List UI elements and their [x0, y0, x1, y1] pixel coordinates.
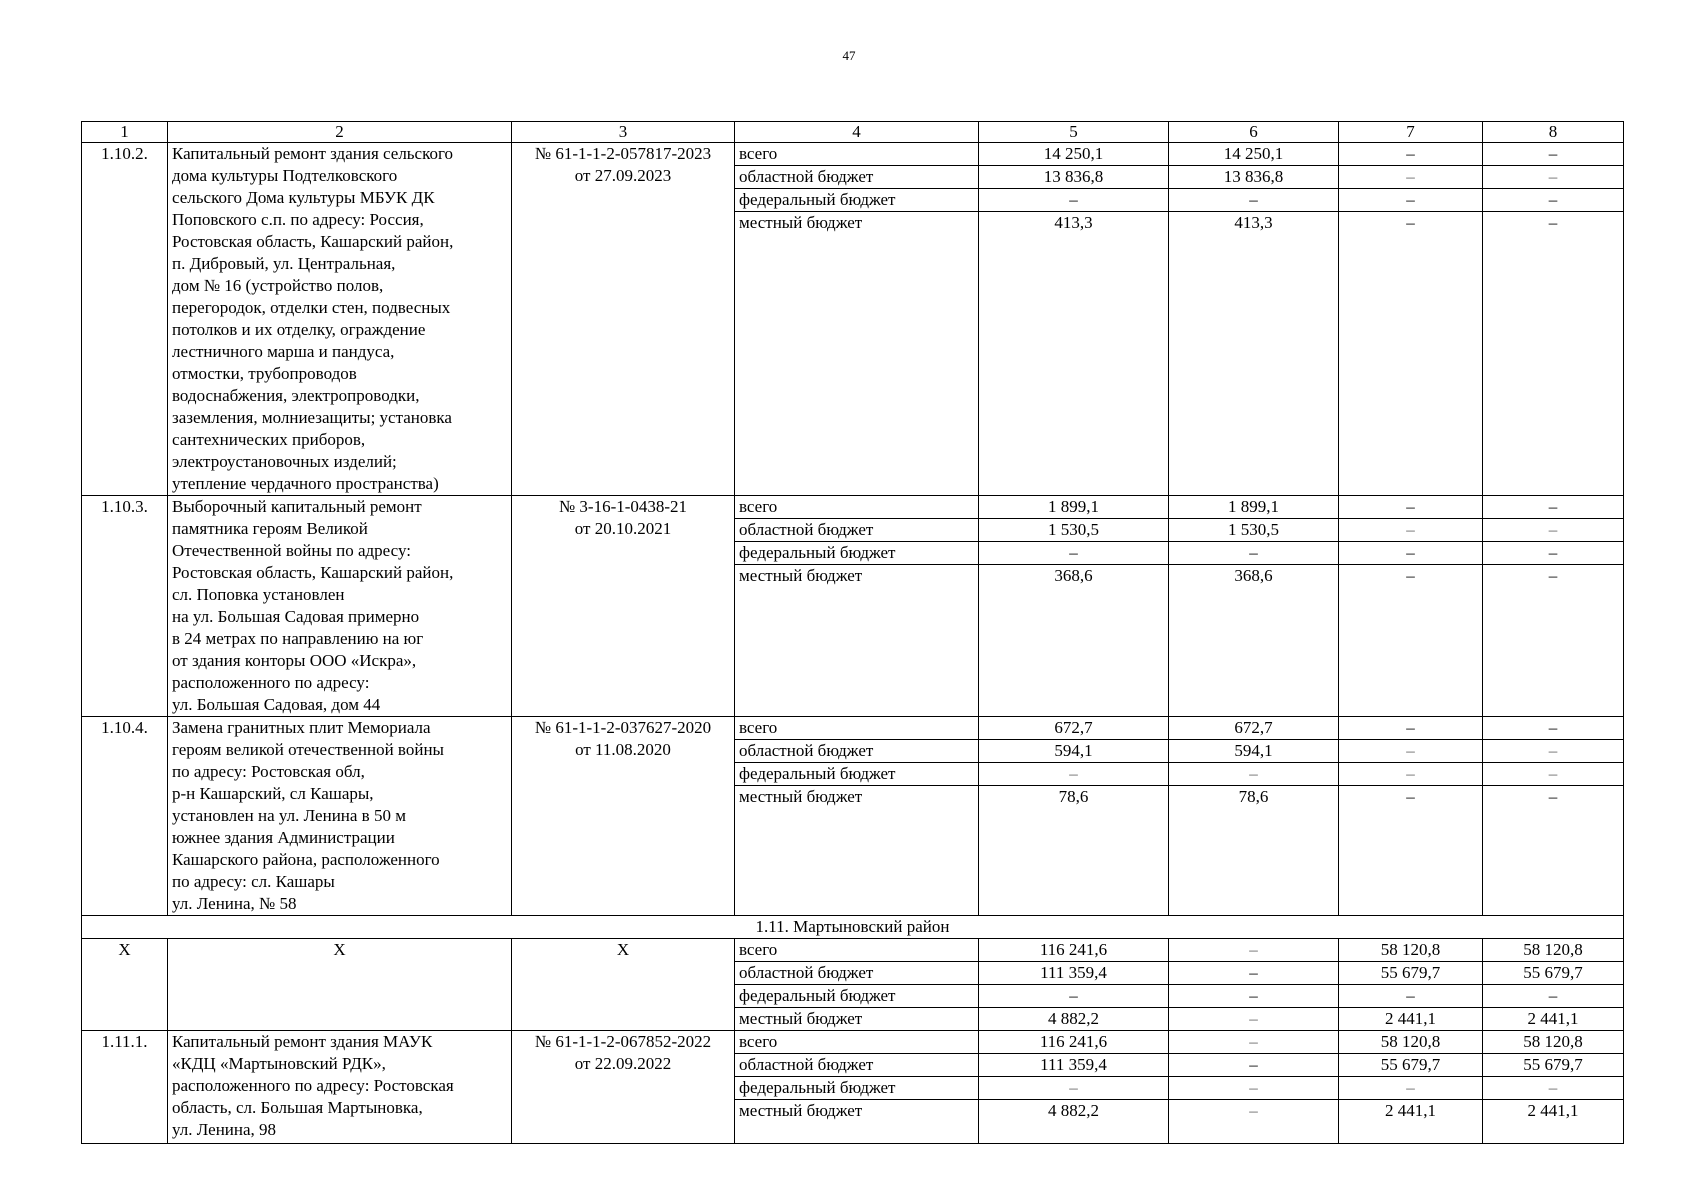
value-col8: 55 679,7 — [1483, 1054, 1624, 1077]
value-col5: 78,6 — [979, 786, 1169, 916]
header-cell: 6 — [1169, 122, 1339, 143]
value-col7: – — [1339, 143, 1483, 166]
value-col6: 368,6 — [1169, 565, 1339, 717]
funding-source: федеральный бюджет — [735, 189, 979, 212]
funding-source: федеральный бюджет — [735, 542, 979, 565]
funding-source: всего — [735, 717, 979, 740]
value-col6: – — [1169, 1054, 1339, 1077]
value-col5: 111 359,4 — [979, 1054, 1169, 1077]
value-col8: 2 441,1 — [1483, 1100, 1624, 1144]
funding-source: всего — [735, 939, 979, 962]
value-col8: – — [1483, 1077, 1624, 1100]
value-col5: 368,6 — [979, 565, 1169, 717]
header-cell: 1 — [82, 122, 168, 143]
funding-source: всего — [735, 1031, 979, 1054]
value-col6: 14 250,1 — [1169, 143, 1339, 166]
value-col7: 55 679,7 — [1339, 1054, 1483, 1077]
item-number: 1.10.4. — [82, 717, 168, 916]
header-cell: 8 — [1483, 122, 1624, 143]
value-col8: – — [1483, 985, 1624, 1008]
section-row — [82, 916, 1624, 939]
value-col6: – — [1169, 763, 1339, 786]
item-description: Капитальный ремонт здания МАУК «КДЦ «Мартыновский РДК», расположенного по адресу: Ростовская область, сл. Большая Мартыновка, ул. Ленина, 98 — [168, 1031, 512, 1144]
table-row — [82, 939, 1624, 962]
funding-source: федеральный бюджет — [735, 985, 979, 1008]
value-col8: 58 120,8 — [1483, 1031, 1624, 1054]
item-description: Х — [168, 939, 512, 1031]
value-col6: – — [1169, 542, 1339, 565]
value-col6: – — [1169, 189, 1339, 212]
item-document: № 61-1-1-2-067852-2022 от 22.09.2022 — [512, 1031, 735, 1144]
value-col5: 14 250,1 — [979, 143, 1169, 166]
value-col5: 413,3 — [979, 212, 1169, 496]
item-document: № 3-16-1-0438-21 от 20.10.2021 — [512, 496, 735, 717]
item-description: Замена гранитных плит Мемориала героям великой отечественной войны по адресу: Ростовская обл, р-н Кашарский, сл Кашары, установлен на ул. Ленина в 50 м южнее здания Администрации Кашарского района, расположенного по адресу: сл. Кашары ул. Ленина, № 58 — [168, 717, 512, 916]
value-col7: – — [1339, 166, 1483, 189]
value-col6: – — [1169, 1100, 1339, 1144]
value-col7: – — [1339, 189, 1483, 212]
value-col6: 78,6 — [1169, 786, 1339, 916]
value-col6: – — [1169, 1008, 1339, 1031]
item-number: 1.10.2. — [82, 143, 168, 496]
table-row — [82, 717, 1624, 740]
value-col5: – — [979, 763, 1169, 786]
value-col5: 111 359,4 — [979, 962, 1169, 985]
value-col7: – — [1339, 565, 1483, 717]
value-col8: – — [1483, 542, 1624, 565]
funding-source: областной бюджет — [735, 166, 979, 189]
value-col8: – — [1483, 763, 1624, 786]
value-col5: – — [979, 189, 1169, 212]
value-col7: 55 679,7 — [1339, 962, 1483, 985]
value-col7: – — [1339, 985, 1483, 1008]
header-cell: 3 — [512, 122, 735, 143]
table-row — [82, 143, 1624, 166]
value-col8: – — [1483, 740, 1624, 763]
item-number: 1.11.1. — [82, 1031, 168, 1144]
funding-source: местный бюджет — [735, 1008, 979, 1031]
item-number: Х — [82, 939, 168, 1031]
value-col8: 2 441,1 — [1483, 1008, 1624, 1031]
table-row — [82, 496, 1624, 519]
value-col6: – — [1169, 985, 1339, 1008]
value-col7: – — [1339, 496, 1483, 519]
value-col5: 1 899,1 — [979, 496, 1169, 519]
value-col7: – — [1339, 786, 1483, 916]
value-col7: 58 120,8 — [1339, 1031, 1483, 1054]
value-col7: – — [1339, 740, 1483, 763]
value-col6: 1 899,1 — [1169, 496, 1339, 519]
value-col7: – — [1339, 717, 1483, 740]
value-col8: – — [1483, 143, 1624, 166]
value-col8: – — [1483, 189, 1624, 212]
funding-source: федеральный бюджет — [735, 763, 979, 786]
value-col8: – — [1483, 166, 1624, 189]
funding-source: областной бюджет — [735, 519, 979, 542]
value-col7: – — [1339, 212, 1483, 496]
value-col6: 672,7 — [1169, 717, 1339, 740]
item-document: № 61-1-1-2-057817-2023 от 27.09.2023 — [512, 143, 735, 496]
header-row — [82, 122, 1624, 143]
item-document: Х — [512, 939, 735, 1031]
value-col8: – — [1483, 212, 1624, 496]
value-col6: 13 836,8 — [1169, 166, 1339, 189]
funding-source: местный бюджет — [735, 212, 979, 496]
value-col8: – — [1483, 519, 1624, 542]
funding-source: федеральный бюджет — [735, 1077, 979, 1100]
value-col5: 4 882,2 — [979, 1100, 1169, 1144]
funding-source: всего — [735, 496, 979, 519]
value-col5: 594,1 — [979, 740, 1169, 763]
value-col8: 55 679,7 — [1483, 962, 1624, 985]
value-col5: 1 530,5 — [979, 519, 1169, 542]
value-col7: 2 441,1 — [1339, 1008, 1483, 1031]
funding-source: областной бюджет — [735, 740, 979, 763]
value-col6: – — [1169, 939, 1339, 962]
value-col5: 4 882,2 — [979, 1008, 1169, 1031]
value-col6: 413,3 — [1169, 212, 1339, 496]
item-number: 1.10.3. — [82, 496, 168, 717]
item-document: № 61-1-1-2-037627-2020 от 11.08.2020 — [512, 717, 735, 916]
section-title: 1.11. Мартыновский район — [82, 916, 1624, 939]
table-row — [82, 1031, 1624, 1054]
value-col7: – — [1339, 1077, 1483, 1100]
budget-table — [81, 121, 1624, 1144]
funding-source: областной бюджет — [735, 1054, 979, 1077]
funding-source: областной бюджет — [735, 962, 979, 985]
value-col7: 2 441,1 — [1339, 1100, 1483, 1144]
value-col8: – — [1483, 717, 1624, 740]
value-col5: 672,7 — [979, 717, 1169, 740]
value-col8: – — [1483, 565, 1624, 717]
value-col6: – — [1169, 962, 1339, 985]
item-description: Капитальный ремонт здания сельского дома культуры Подтелковского сельского Дома культуры МБУК ДК Поповского с.п. по адресу: Россия, Ростовская область, Кашарский район, п. Дибровый, ул. Центральная, дом № 16 (устройство полов, перегородок, отделки стен, подвесных потолков и их отделку, ограждение лестничного марша и пандуса, отмостки, трубопроводов водоснабжения, электропроводки, заземления, молниезащиты; установка сантехнических приборов, электроустановочных изделий; утепление чердачного пространства) — [168, 143, 512, 496]
value-col8: – — [1483, 496, 1624, 519]
value-col5: 13 836,8 — [979, 166, 1169, 189]
value-col7: – — [1339, 763, 1483, 786]
value-col6: 594,1 — [1169, 740, 1339, 763]
value-col7: 58 120,8 — [1339, 939, 1483, 962]
value-col8: 58 120,8 — [1483, 939, 1624, 962]
header-cell: 5 — [979, 122, 1169, 143]
funding-source: местный бюджет — [735, 786, 979, 916]
value-col5: 116 241,6 — [979, 1031, 1169, 1054]
value-col6: – — [1169, 1031, 1339, 1054]
value-col6: – — [1169, 1077, 1339, 1100]
value-col5: – — [979, 542, 1169, 565]
value-col5: – — [979, 1077, 1169, 1100]
header-cell: 7 — [1339, 122, 1483, 143]
item-description: Выборочный капитальный ремонт памятника героям Великой Отечественной войны по адресу: Ростовская область, Кашарский район, сл. Поповка установлен на ул. Большая Садовая примерно в 24 метрах по направлению на юг от здания конторы ООО «Искра», расположенного по адресу: ул. Большая Садовая, дом 44 — [168, 496, 512, 717]
page-number: 47 — [842, 48, 856, 63]
value-col5: 116 241,6 — [979, 939, 1169, 962]
header-cell: 4 — [735, 122, 979, 143]
value-col7: – — [1339, 519, 1483, 542]
funding-source: местный бюджет — [735, 1100, 979, 1144]
funding-source: местный бюджет — [735, 565, 979, 717]
value-col8: – — [1483, 786, 1624, 916]
value-col7: – — [1339, 542, 1483, 565]
header-cell: 2 — [168, 122, 512, 143]
value-col5: – — [979, 985, 1169, 1008]
value-col6: 1 530,5 — [1169, 519, 1339, 542]
funding-source: всего — [735, 143, 979, 166]
